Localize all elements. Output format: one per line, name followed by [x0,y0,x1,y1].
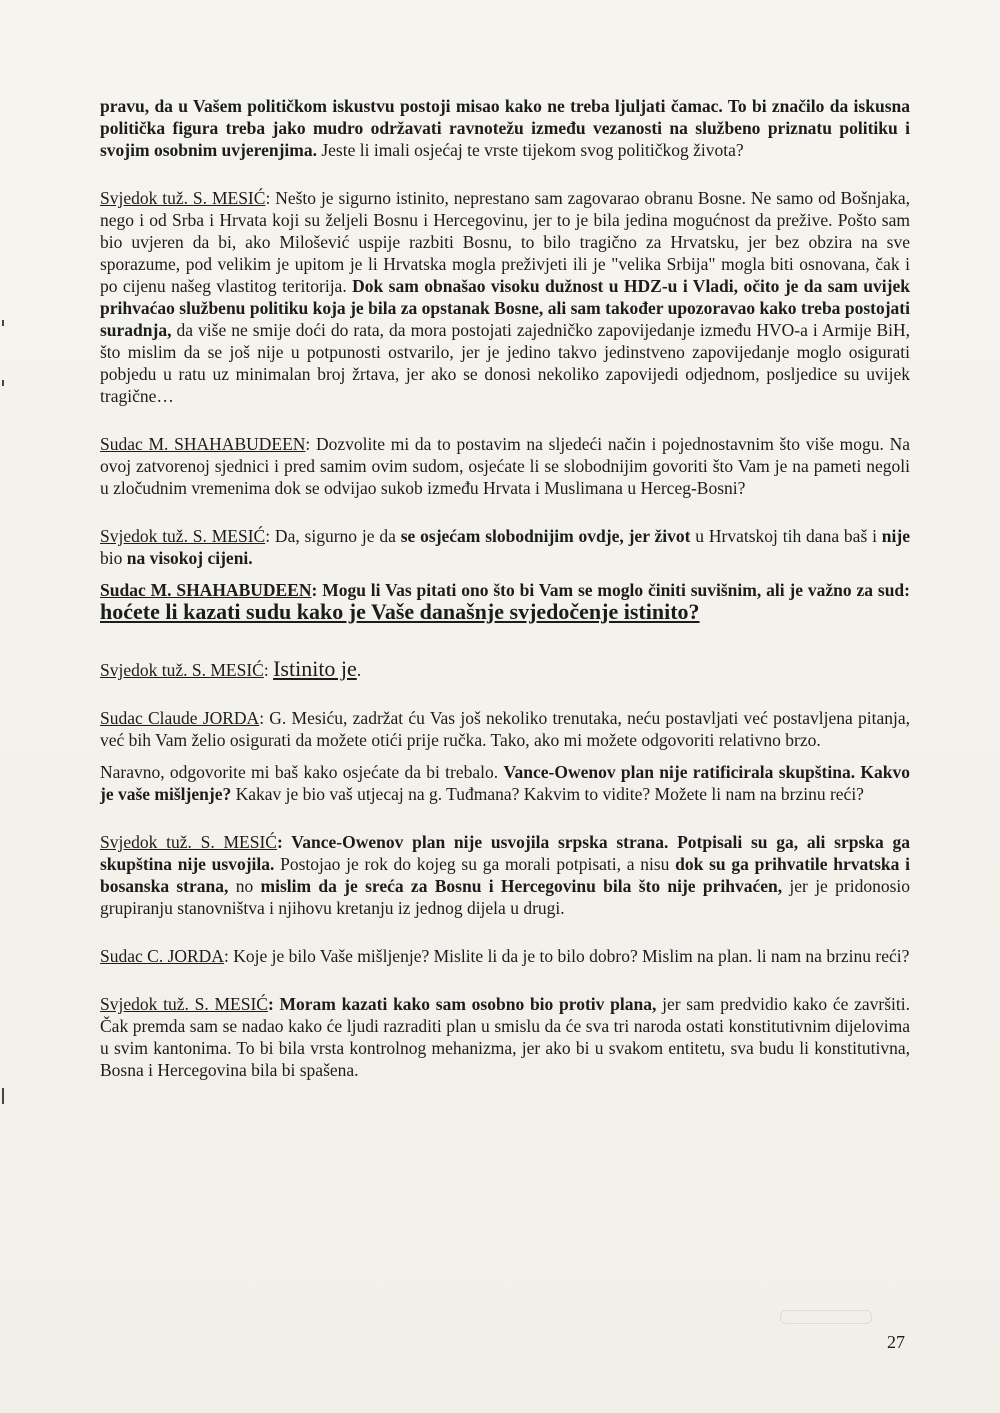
bold-text: nije [881,526,910,546]
paragraph-3 [100,433,910,499]
emphasized-answer: Istinito je [273,656,357,681]
bold-text: : Moram kazati kako sam osobno bio protiv plana, [267,994,657,1014]
speaker-name: Sudac Claude JORDA [100,708,260,728]
scan-edge-mark [2,1088,4,1104]
bold-text: Dok sam obnašao visoku dužnost u HDZ-u i Vladi, očito je da sam uvijek prihvaćao službenu politiku koja je bila za opstanak Bosne, ali sam također upozoravao kako treba postojati suradnja, [100,276,910,340]
plain-text: Jeste li imali osjećaj te vrste tijekom svog političkog života? [316,140,744,160]
bold-text: se osjećam slobodnijim ovdje, jer život [400,526,691,546]
speaker-name: Svjedok tuž. S. MESIĆ [100,188,266,208]
emphasized-question: hoćete li kazati sudu kako je Vaše današnje svjedočenje istinito? [100,599,700,624]
plain-text: : Dozvolite mi da to postavim na sljedeći način i pojednostavnim što više mogu. Na ovoj zatvorenoj sjednici i pred samim ovim sudom, osjećate li se slobodnijim govoriti što Vam je na pameti negoli u zločudnim vremenima dok se odvijao sukob između Hrvata i Muslimana u Herceg-Bosni? [100,434,910,498]
speaker-name: Svjedok tuž. S. MESIĆ [100,526,266,546]
plain-text: : [263,660,274,680]
scan-edge-mark [2,320,4,326]
speaker-name: Svjedok tuž. S. MESIĆ [100,832,277,852]
plain-text: Naravno, odgovorite mi baš kako osjećate da bi trebalo. [100,762,504,782]
plain-text: Postojao je rok do kojeg su ga morali potpisati, a nisu [274,854,676,874]
speaker-name: Sudac M. SHAHABUDEEN [100,580,312,600]
bold-text: dok su ga prihvatile hrvatska i bosanska strana, [100,854,910,896]
paragraph-11 [100,993,910,1081]
plain-text: no [228,876,261,896]
bold-text: Vance-Owenov plan nije ratificirala skupština. Kakvo je vaše mišljenje? [100,762,910,804]
bold-text: : Vance-Owenov plan nije usvojila srpska strana. Potpisali su ga, ali srpska ga skupština nije usvojila. [100,832,910,874]
transcript-body [100,95,910,1107]
plain-text: : Koje je bilo Vaše mišljenje? Mislite li da je to bilo dobro? Mislim na plan. li nam na brzinu reći? [223,946,910,966]
scan-edge-mark [2,380,4,386]
bold-text: : Mogu li Vas pitati ono što bi Vam se moglo činiti suvišnim, ali je važno za sud: [311,580,910,600]
plain-text: u Hrvatskoj tih dana baš i [690,526,882,546]
speaker-name: Svjedok tuž. S. MESIĆ [100,660,264,680]
bold-text: mislim da je sreća za Bosnu i Hercegovinu bila što nije prihvaćen, [260,876,783,896]
plain-text: . [356,660,362,680]
bold-text: na visokoj cijeni. [126,548,253,568]
paragraph-2 [100,187,910,407]
page-number: 27 [887,1332,905,1352]
paragraph-8 [100,761,910,805]
plain-text: : Da, sigurno je da [265,526,401,546]
plain-text: da više ne smije doći do rata, da mora postojati zajedničko zapovijedanje između HVO-a i Armije BiH, što mislim da se još nije u potpunosti ostvarilo, jer je jedino takvo jedinstveno zapovijedanje moglo osigurati pobjedu u ratu uz minimalan broj žrtava, jer ako se donosi nekoliko zapovijedi odjednom, posljedice su uvijek tragične… [100,320,910,406]
paragraph-10 [100,945,910,967]
bold-text: pravu, da u Vašem političkom iskustvu postoji misao kako ne treba ljuljati čamac. To bi značilo da iskusna politička figura treba jako mudro održavati ravnotežu između vezanosti na službeno priznatu politiku i svojim osobnim uvjerenjima. [100,96,910,160]
plain-text: : Nešto je sigurno istinito, neprestano sam zagovarao obranu Bosne. Ne samo od Bošnjaka, nego i od Srba i Hrvata koji su željeli Bosnu i Hercegovinu, jer to je bila jedina mogućnost da preživе. Pošto sam bio uvjeren da bi, ako Milošević uspije razbiti Bosnu, to bilo tragično za Hrvatsku, jer bez obzira na sve sporazume, pod velikim je upitom je li Hrvatska mogla preživjeti ili je "velika Srbija" mogla biti osnovana, čak i po cijenu našeg vlastitog teritorija. [100,188,910,296]
paragraph-4 [100,525,910,569]
paragraph-6 [100,658,910,681]
plain-text: jer sam predvidio kako će završiti. Čak premda sam se nadao kako će ljudi razraditi plan u smislu da će sva tri naroda ostati konstitutivnim dijelovima u svim kantonima. To bi bila vrsta kontrolnog mehanizma, jer ako bi u svakom entitetu, sva budu li konstitutivna, Bosna i Hercegovina bila bi spašena. [100,994,910,1080]
speaker-name: Svjedok tuž. S. MESIĆ [100,994,268,1014]
paragraph-7 [100,707,910,751]
plain-text: Kakav je bio vaš utjecaj na g. Tuđmana? Kakvim to vidite? Možete li nam na brzinu reći? [231,784,864,804]
plain-text: : G. Mesiću, zadržat ću Vas još nekoliko trenutaka, neću postavljati već postavljena pitanja, već bih Vam želio osigurati da možete otići prije ručka. Tako, ako mi možete odgovoriti relativno brzo. [100,708,910,750]
paragraph-1 [100,95,910,161]
paragraph-5 [100,579,910,624]
plain-text: bio [100,548,127,568]
bleed-through-arrow [780,1310,872,1324]
speaker-name: Sudac M. SHAHABUDEEN [100,434,306,454]
paragraph-9 [100,831,910,919]
speaker-name: Sudac C. JORDA [100,946,224,966]
plain-text: jer je pridonosio grupiranju stanovništva i njihovu kretanju iz jednog dijela u drugi. [100,876,910,918]
